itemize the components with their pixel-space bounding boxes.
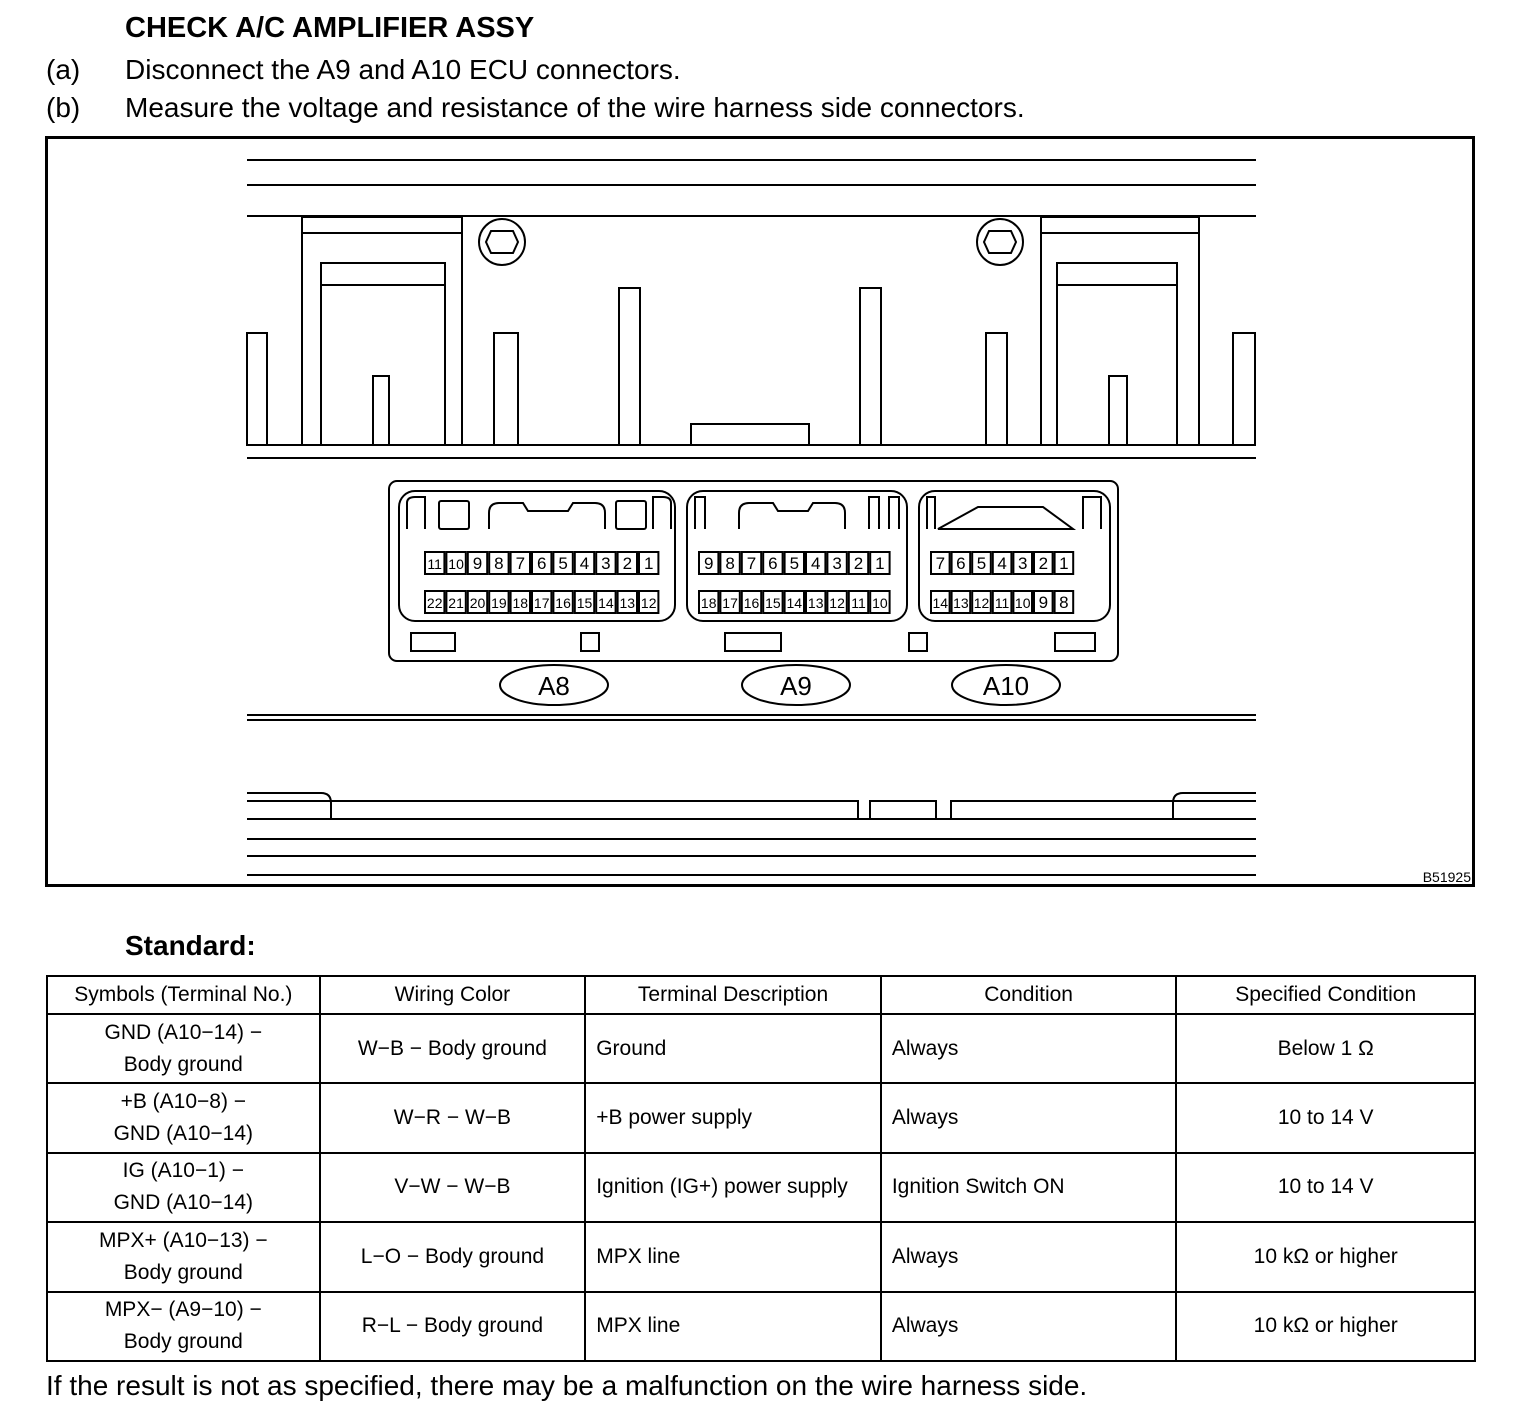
step-a-text: Disconnect the A9 and A10 ECU connectors.	[125, 54, 681, 85]
pin-number: 6	[768, 554, 778, 573]
header-condition: Condition	[881, 976, 1177, 1014]
standard-table	[46, 975, 1476, 1362]
table-row	[47, 1222, 1475, 1291]
pin-number: 14	[786, 595, 803, 611]
pin-number: 11	[427, 556, 442, 572]
header-symbols: Symbols (Terminal No.)	[47, 976, 320, 1014]
step-b	[46, 92, 1025, 124]
table-row	[47, 1014, 1475, 1083]
pin-number: 2	[1038, 554, 1049, 573]
connector-label-a8: A8	[538, 671, 570, 701]
pin-number: 15	[765, 595, 781, 611]
pin-number: 5	[558, 554, 568, 573]
pin-number: 2	[853, 554, 864, 573]
connector-label-a9: A9	[780, 671, 812, 701]
description-cell: Ground	[585, 1014, 881, 1083]
pin-layer	[425, 552, 1073, 613]
symbol-line: MPX− (A9−10) −	[104, 1298, 262, 1322]
pin-number: 13	[953, 595, 969, 611]
pin-number: 10	[872, 595, 888, 611]
pin-number: 12	[829, 595, 845, 611]
specified-cell: 10 kΩ or higher	[1176, 1292, 1475, 1361]
pin-number: 13	[619, 595, 636, 611]
symbol-line: GND (A10−14)	[113, 1122, 254, 1146]
wiring-cell: W−R − W−B	[320, 1083, 586, 1152]
condition-cell: Always	[881, 1083, 1177, 1152]
pin-number: 18	[700, 595, 717, 611]
pin-number: 15	[576, 595, 593, 611]
pin-number: 18	[512, 595, 529, 611]
pin-number: 1	[643, 554, 654, 573]
symbol-cell	[47, 1153, 320, 1222]
pin-number: 7	[515, 554, 526, 573]
pin-number: 4	[579, 554, 590, 573]
symbol-line: Body ground	[123, 1260, 243, 1284]
pin-number: 11	[851, 595, 866, 611]
wiring-cell: L−O − Body ground	[320, 1222, 586, 1291]
wiring-cell: V−W − W−B	[320, 1153, 586, 1222]
pin-number: 4	[997, 554, 1007, 573]
pin-number: 10	[1014, 595, 1031, 611]
symbol-line: Body ground	[123, 1330, 243, 1354]
pin-number: 16	[555, 595, 571, 611]
pin-number: 22	[426, 595, 443, 611]
pin-number: 11	[994, 595, 1010, 611]
pin-number: 5	[976, 554, 987, 573]
pin-number: 14	[932, 595, 949, 611]
wiring-cell: W−B − Body ground	[320, 1014, 586, 1083]
symbol-cell	[47, 1014, 320, 1083]
pin-number: 8	[1059, 593, 1069, 612]
symbol-line: GND (A10−14) −	[104, 1020, 263, 1044]
table-row	[47, 1292, 1475, 1361]
pin-number: 8	[494, 554, 504, 573]
wiring-cell: R−L − Body ground	[320, 1292, 586, 1361]
pin-number: 17	[722, 595, 738, 611]
pin-number: 1	[875, 554, 885, 573]
step-b-label: (b)	[46, 92, 81, 123]
symbol-line: Body ground	[123, 1052, 243, 1076]
pin-number: 17	[533, 595, 550, 611]
pin-number: 9	[1038, 593, 1049, 612]
pin-number: 20	[469, 595, 486, 611]
condition-cell: Always	[881, 1222, 1177, 1291]
symbol-line: GND (A10−14)	[113, 1191, 254, 1215]
pin-number: 9	[472, 554, 483, 573]
condition-cell: Always	[881, 1014, 1177, 1083]
symbol-cell	[47, 1222, 320, 1291]
pin-number: 3	[832, 554, 842, 573]
footer-note: If the result is not as specified, there may be a malfunction on the wire harness side.	[46, 1370, 1088, 1401]
pin-number: 8	[725, 554, 735, 573]
pin-number: 21	[448, 595, 464, 611]
specified-cell: 10 kΩ or higher	[1176, 1222, 1475, 1291]
step-b-text: Measure the voltage and resistance of the wire harness side connectors.	[125, 92, 1025, 123]
pin-number: 6	[956, 554, 966, 573]
pin-number: 4	[810, 554, 821, 573]
pin-number: 3	[1017, 554, 1028, 573]
condition-cell: Always	[881, 1292, 1177, 1361]
section-heading: CHECK A/C AMPLIFIER ASSY	[125, 12, 535, 44]
step-a	[46, 54, 681, 86]
pin-number: 6	[536, 554, 547, 573]
standard-label: Standard:	[125, 930, 256, 961]
pin-number: 12	[640, 595, 657, 611]
description-cell: Ignition (IG+) power supply	[585, 1153, 881, 1222]
figure-code: B51925	[1422, 869, 1471, 884]
specified-cell: Below 1 Ω	[1176, 1014, 1475, 1083]
table-header-row	[47, 976, 1475, 1014]
pin-number: 12	[973, 595, 990, 611]
symbol-line: +B (A10−8) −	[120, 1090, 247, 1114]
table-row	[47, 1083, 1475, 1152]
condition-cell: Ignition Switch ON	[881, 1153, 1177, 1222]
pin-number: 13	[807, 595, 824, 611]
header-wiring-color: Wiring Color	[320, 976, 586, 1014]
pin-number: 9	[703, 554, 714, 573]
table-row	[47, 1153, 1475, 1222]
symbol-cell	[47, 1292, 320, 1361]
symbol-line: IG (A10−1) −	[122, 1159, 245, 1183]
specified-cell: 10 to 14 V	[1176, 1083, 1475, 1152]
symbol-cell	[47, 1083, 320, 1152]
pin-number: 16	[743, 595, 760, 611]
description-cell: MPX line	[585, 1222, 881, 1291]
connector-diagram	[45, 136, 1475, 887]
connector-label-a10: A10	[982, 671, 1030, 701]
symbol-line: MPX+ (A10−13) −	[98, 1228, 268, 1252]
pin-number: 1	[1059, 554, 1069, 573]
header-terminal-description: Terminal Description	[585, 976, 881, 1014]
description-cell: +B power supply	[585, 1083, 881, 1152]
pin-number: 14	[598, 595, 614, 611]
description-cell: MPX line	[585, 1292, 881, 1361]
pin-number: 7	[746, 554, 757, 573]
pin-number: 5	[789, 554, 800, 573]
ecu-connector-drawing	[48, 139, 1472, 884]
header-specified-condition: Specified Condition	[1176, 976, 1475, 1014]
step-a-label: (a)	[46, 54, 81, 85]
specified-cell: 10 to 14 V	[1176, 1153, 1475, 1222]
pin-number: 3	[601, 554, 611, 573]
pin-number: 7	[935, 554, 946, 573]
pin-number: 2	[622, 554, 633, 573]
pin-number: 19	[491, 595, 507, 611]
pin-number: 10	[448, 556, 464, 572]
